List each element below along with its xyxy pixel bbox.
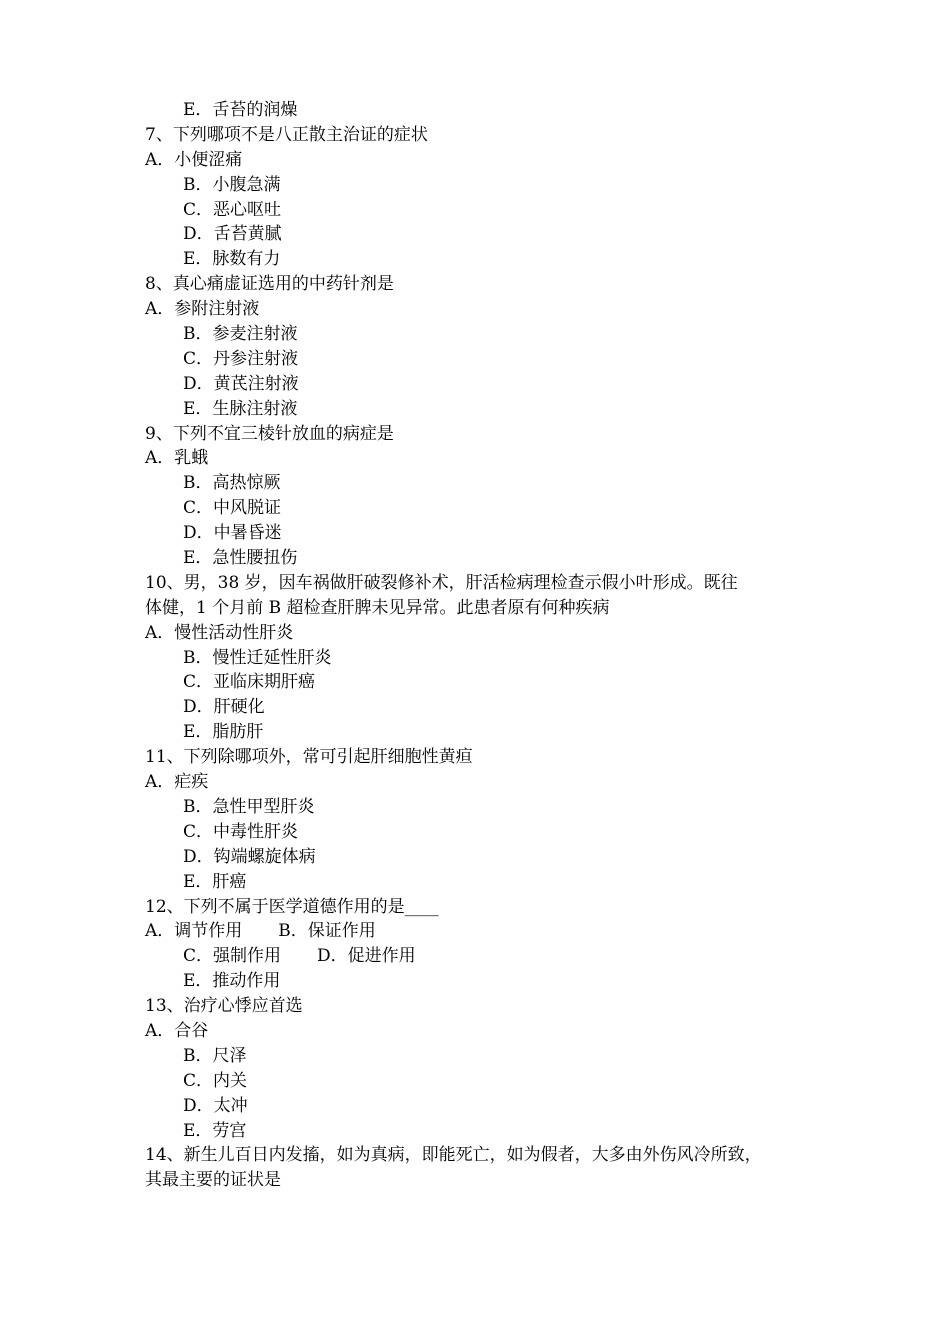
q13-option-d: D．太冲 [183,1095,248,1116]
q10-option-d: D．肝硬化 [183,697,265,718]
q13-option-a: A．合谷 [145,1020,209,1041]
q10-option-c: C．亚临床期肝癌 [183,672,316,693]
q10-stem-line2: 体健，1 个月前 B 超检查肝脾未见异常。此患者原有何种疾病 [145,597,610,618]
q12-options-row1 [145,919,825,944]
q8-stem: 8、真心痛虚证选用的中药针剂是 [145,274,394,295]
q12-option-c: C．强制作用 [183,946,282,967]
q10-stem-line1: 10、男，38 岁，因车祸做肝破裂修补术，肝活检病理检查示假小叶形成。既往 [145,572,738,593]
q14-stem-line1: 14、新生儿百日内发搐，如为真病，即能死亡，如为假者，大多由外伤风冷所致， [145,1145,762,1166]
q7-stem: 7、下列哪项不是八正散主治证的症状 [145,124,428,145]
q14-stem-line2: 其最主要的证状是 [145,1170,281,1191]
q11-stem: 11、下列除哪项外，常可引起肝细胞性黄疸 [145,747,473,768]
q13-stem: 13、治疗心悸应首选 [145,996,303,1017]
q8-option-b: B．参麦注射液 [183,324,298,345]
q11-option-e: E．肝癌 [183,871,247,892]
q9-option-c: C．中风脱证 [183,498,282,519]
q12-stem: 12、下列不属于医学道德作用的是____ [145,896,439,917]
q9-option-e: E．急性腰扭伤 [183,548,298,569]
q7-option-c: C．恶心呕吐 [183,199,282,220]
q8-option-d: D．黄芪注射液 [183,373,299,394]
q8-option-c: C．丹参注射液 [183,348,299,369]
q11-option-c: C．中毒性肝炎 [183,821,299,842]
q10-option-e: E．脂肪肝 [183,722,264,743]
q12-options-row2 [145,944,825,969]
q7-option-b: B．小腹急满 [183,174,281,195]
q8-option-e: E．生脉注射液 [183,398,298,419]
q7-option-d: D．舌苔黄腻 [183,224,282,245]
q12-option-d: D．促进作用 [317,946,416,967]
q11-option-a: A．疟疾 [145,772,209,793]
q9-option-b: B．高热惊厥 [183,473,281,494]
q13-option-b: B．尺泽 [183,1045,247,1066]
q13-option-c: C．内关 [183,1070,248,1091]
q12-option-a: A．调节作用 [145,921,243,942]
q8-option-a: A．参附注射液 [145,299,260,320]
q9-option-d: D．中暑昏迷 [183,523,282,544]
q7-option-a: A．小便涩痛 [145,149,243,170]
q10-option-b: B．慢性迁延性肝炎 [183,647,332,668]
q10-option-a: A．慢性活动性肝炎 [145,622,294,643]
q13-option-e: E．劳宫 [183,1120,247,1141]
q9-stem: 9、下列不宜三棱针放血的病症是 [145,423,394,444]
q11-option-d: D．钩端螺旋体病 [183,846,316,867]
question-list [145,98,825,1193]
q6-option-e: E．舌苔的润燥 [183,100,298,120]
q7-option-e: E．脉数有力 [183,249,281,270]
q9-option-a: A．乳蛾 [145,448,209,469]
q12-option-e: E．推动作用 [183,971,281,992]
q11-option-b: B．急性甲型肝炎 [183,796,315,817]
q12-option-b: B．保证作用 [278,921,376,942]
